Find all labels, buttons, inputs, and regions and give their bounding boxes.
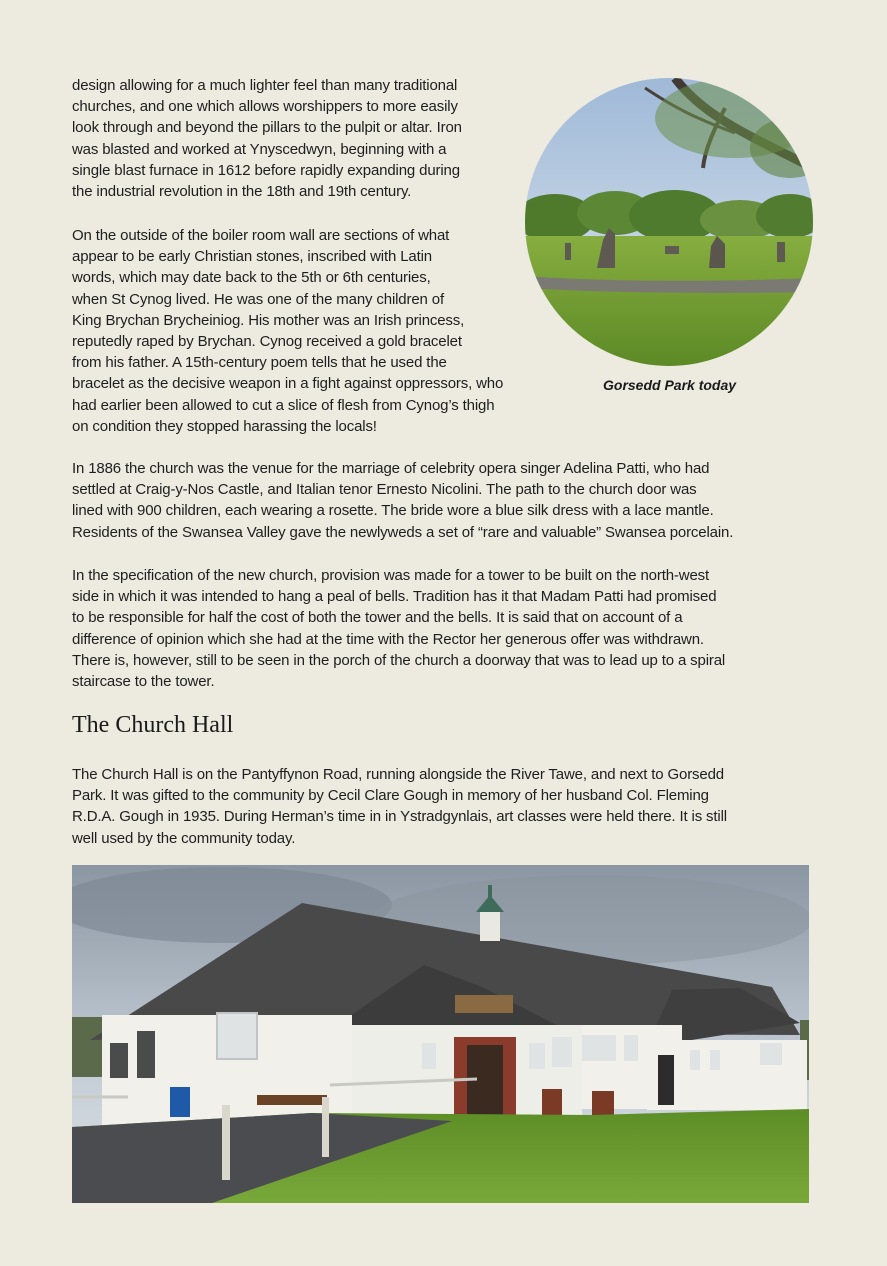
water-butt — [170, 1087, 190, 1117]
bollard — [222, 1105, 230, 1180]
window — [137, 1031, 155, 1078]
church-hall-illustration — [72, 865, 809, 1203]
cupola — [480, 911, 500, 941]
text-line: words, which may date back to the 5th or 6th centuries, — [72, 269, 431, 287]
text-line: King Brychan Brycheiniog. His mother was an Irish princess, — [72, 311, 465, 329]
plant-pot — [542, 1089, 562, 1117]
window — [690, 1050, 700, 1070]
text-line: look through and beyond the pillars to the pulpit or altar. Iron — [72, 119, 462, 137]
text-line: lined with 900 children, each wearing a rosette. The bride wore a blue silk dress with a lace mantle. — [72, 502, 714, 520]
window — [110, 1043, 128, 1078]
bollard — [322, 1097, 329, 1157]
paragraph-christian-stones — [72, 225, 503, 437]
text-line: when St Cynog lived. He was one of the many children of — [72, 290, 444, 308]
text-line: bracelet as the decisive weapon in a fight against oppressors, who — [72, 375, 504, 393]
gorsedd-park-photo — [525, 78, 813, 366]
window — [582, 1035, 616, 1061]
cupola-finial — [488, 885, 492, 897]
text-line: side in which it was intended to hang a peal of bells. Tradition has it that Madam Patti had promised — [72, 588, 717, 606]
name-board — [455, 995, 513, 1013]
side-door — [658, 1055, 674, 1105]
text-line: reputedly raped by Brychan. Cynog received a gold bracelet — [72, 333, 462, 351]
text-line: design allowing for a much lighter feel than many traditional — [72, 77, 458, 94]
church-hall-photo — [72, 865, 809, 1203]
window — [760, 1043, 782, 1065]
section-heading-church-hall: The Church Hall — [72, 712, 234, 738]
text-line: to be responsible for half the cost of both the tower and the bells. It is said that on account of a — [72, 609, 683, 627]
text-line: had earlier been allowed to cut a slice of flesh from Cynog’s thigh — [72, 396, 495, 414]
gorsedd-park-illustration — [525, 78, 813, 366]
text-line: On the outside of the boiler room wall are sections of what — [72, 227, 450, 244]
text-line: churches, and one which allows worshippers to more easily — [72, 98, 458, 116]
text-line: Residents of the Swansea Valley gave the newlyweds a set of “rare and valuable” Swansea porcelain. — [72, 523, 734, 541]
text-line: There is, however, still to be seen in the porch of the church a doorway that was to lead up to a spiral — [72, 651, 726, 669]
paragraph-church-design — [72, 75, 462, 202]
paragraph-church-tower — [72, 565, 725, 692]
text-line: on condition they stopped harassing the locals! — [72, 417, 377, 435]
text-line: In 1886 the church was the venue for the marriage of celebrity opera singer Adelina Patti, who had — [72, 460, 710, 477]
window — [217, 1013, 257, 1059]
window — [710, 1050, 720, 1070]
window — [624, 1035, 638, 1061]
text-line: from his father. A 15th-century poem tells that he used the — [72, 354, 447, 372]
gorsedd-park-caption: Gorsedd Park today — [603, 377, 737, 393]
text-line: R.D.A. Gough in 1935. During Herman’s time in in Ystradgynlais, art classes were held there. It is still — [72, 808, 727, 826]
text-line: staircase to the tower. — [72, 673, 215, 691]
window — [552, 1037, 572, 1067]
text-line: appear to be early Christian stones, inscribed with Latin — [72, 248, 432, 266]
text-line: settled at Craig-y-Nos Castle, and Italian tenor Ernesto Nicolini. The path to the church door was — [72, 481, 697, 499]
planter-bench — [257, 1095, 327, 1105]
text-line: The Church Hall is on the Pantyffynon Road, running alongside the River Tawe, and next to Gorsedd — [72, 766, 724, 783]
text-line: was blasted and worked at Ynyscedwyn, beginning with a — [72, 140, 447, 158]
standing-stone — [565, 243, 571, 260]
paragraph-church-hall — [72, 764, 727, 849]
paragraph-patti-wedding — [72, 458, 733, 543]
text-line: Park. It was gifted to the community by Cecil Clare Gough in memory of her husband Col. Fleming — [72, 787, 709, 805]
standing-stone — [777, 242, 785, 262]
text-line: difference of opinion which she had at the time with the Rector her generous offer was withdrawn. — [72, 630, 704, 648]
standing-stone — [665, 246, 679, 254]
window — [422, 1043, 436, 1069]
window — [529, 1043, 545, 1069]
text-line: In the specification of the new church, provision was made for a tower to be built on the north-west — [72, 567, 710, 584]
text-line: well used by the community today. — [72, 829, 296, 847]
text-line: single blast furnace in 1612 before rapidly expanding during — [72, 161, 460, 179]
text-line: the industrial revolution in the 18th and 19th century. — [72, 183, 412, 201]
